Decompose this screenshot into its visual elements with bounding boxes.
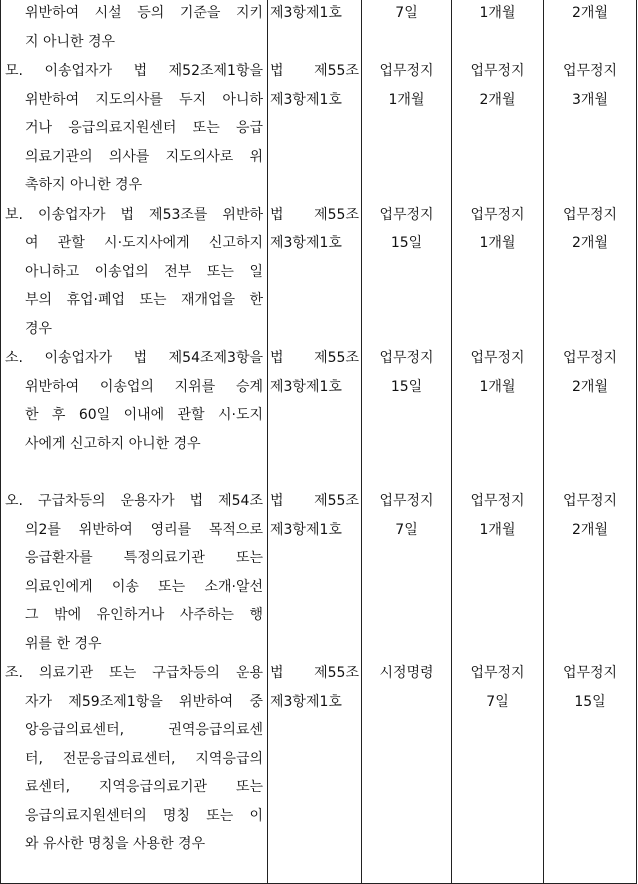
- penalty-line: 2개월: [572, 521, 608, 538]
- penalty-line: 15일: [390, 235, 423, 251]
- violation-description-line: 소. 이송업자가 법 제54조제3항을: [5, 350, 263, 366]
- violation-description-cell: [1, 486, 268, 658]
- penalty-line: 업무정지: [470, 350, 525, 366]
- penalty-line: 업무정지: [470, 206, 525, 223]
- table-row: [1, 0, 637, 56]
- legal-basis-cell: [268, 343, 362, 486]
- second-violation-penalty-cell: [452, 658, 544, 883]
- violation-description-line: 경우: [25, 320, 53, 337]
- violation-description-line: 아니하고 이송업의 전부 또는 일: [25, 263, 263, 280]
- violation-description-line: 부의 휴업·폐업 또는 재개업을 한: [25, 292, 263, 308]
- penalty-line: 1개월: [479, 521, 516, 538]
- third-violation-penalty-cell: [544, 56, 637, 200]
- penalty-line: 7일: [395, 5, 418, 21]
- penalty-line: 1개월: [388, 91, 425, 108]
- penalty-line: 업무정지: [379, 350, 434, 366]
- legal-basis-cell: [268, 486, 362, 658]
- violation-description-line: 터, 전문응급의료센터, 지역응급의: [25, 750, 263, 767]
- penalty-line: 2개월: [479, 91, 516, 108]
- legal-basis-line: 제3항제1호: [270, 5, 342, 21]
- violation-description-line: 위반하여 지도의사를 두지 아니하: [25, 91, 263, 108]
- penalty-line: 15일: [574, 693, 606, 710]
- third-violation-penalty-cell: [544, 0, 637, 56]
- penalty-line: 7일: [486, 693, 509, 710]
- table-row: [1, 56, 637, 200]
- second-violation-penalty-cell: [452, 56, 544, 200]
- penalty-line: 3개월: [572, 91, 608, 108]
- legal-basis-line: 법 제55조: [270, 665, 359, 681]
- penalty-line: 업무정지: [470, 665, 525, 681]
- legal-basis-line: 제3항제1호: [270, 91, 342, 108]
- penalty-line: 업무정지: [562, 350, 618, 366]
- violation-description-line: 조. 의료기관 또는 구급차등의 운용: [5, 665, 263, 681]
- table-row: [1, 658, 637, 883]
- violation-description-line: 그 밖에 유인하거나 사주하는 행: [25, 607, 263, 623]
- third-violation-penalty-cell: [544, 486, 637, 658]
- violation-description-cell: [1, 56, 268, 200]
- penalty-line: 업무정지: [562, 493, 618, 509]
- first-violation-penalty-cell: [362, 658, 452, 883]
- legal-basis-line: 법 제55조: [270, 206, 359, 223]
- legal-basis-line: 법 제55조: [270, 350, 359, 366]
- violation-description-line: 의료인에게 이송 또는 소개·알선: [25, 578, 263, 595]
- penalty-line: 1개월: [479, 378, 516, 395]
- second-violation-penalty-cell: [452, 200, 544, 344]
- legal-basis-line: 법 제55조: [270, 493, 359, 509]
- first-violation-penalty-cell: [362, 56, 452, 200]
- violation-description-line: 응급환자를 특정의료기관 또는: [25, 550, 263, 566]
- violation-description-line: 보. 이송업자가 법 제53조를 위반하: [5, 206, 263, 223]
- second-violation-penalty-cell: [452, 0, 544, 56]
- third-violation-penalty-cell: [544, 343, 637, 486]
- legal-basis-line: 제3항제1호: [270, 521, 342, 538]
- violation-description-line: 료센터, 지역응급의료기관 또는: [25, 779, 263, 795]
- penalty-line: 업무정지: [562, 665, 618, 681]
- penalty-line: 업무정지: [470, 493, 525, 509]
- penalty-line: 업무정지: [379, 493, 434, 509]
- violation-description-line: 사에게 신고하지 아니한 경우: [25, 435, 201, 452]
- violation-description-line: 모. 이송업자가 법 제52조제1항을: [5, 63, 263, 79]
- first-violation-penalty-cell: [362, 343, 452, 486]
- first-violation-penalty-cell: [362, 0, 452, 56]
- violation-description-line: 위반하여 시설 등의 기준을 지키: [25, 5, 263, 21]
- penalty-line: 1개월: [479, 5, 516, 21]
- penalty-line: 2개월: [572, 378, 608, 395]
- violation-description-line: 자가 제59조제1항을 위반하여 중: [25, 693, 263, 710]
- violation-description-cell: [1, 0, 268, 56]
- violation-description-line: 응급의료지원센터의 명칭 또는 이: [25, 807, 263, 824]
- violation-description-cell: [1, 200, 268, 344]
- legal-basis-line: 제3항제1호: [270, 378, 342, 395]
- violation-description-line: 와 유사한 명칭을 사용한 경우: [25, 836, 206, 852]
- violation-description-line: 앙응급의료센터, 권역응급의료센: [25, 722, 263, 738]
- first-violation-penalty-cell: [362, 486, 452, 658]
- violation-description-line: 여 관할 시·도지사에게 신고하지: [25, 235, 263, 251]
- legal-basis-cell: [268, 0, 362, 56]
- violation-description-line: 의료기관의 의사를 지도의사로 위: [25, 148, 263, 165]
- penalty-line: 업무정지: [562, 63, 618, 79]
- violation-description-cell: [1, 343, 268, 486]
- penalty-line: 시정명령: [379, 665, 434, 681]
- violation-description-cell: [1, 658, 268, 883]
- penalty-line: 업무정지: [562, 206, 618, 223]
- penalty-line: 1개월: [479, 235, 516, 251]
- violation-description-line: 지 아니한 경우: [25, 33, 116, 50]
- violation-description-line: 촉하지 아니한 경우: [25, 177, 143, 193]
- penalty-line: 7일: [395, 521, 418, 538]
- legal-basis-cell: [268, 658, 362, 883]
- violation-description-line: 위를 한 경우: [25, 635, 102, 652]
- violation-description-line: 한 후 60일 이내에 관할 시·도지: [25, 407, 263, 423]
- table-row: [1, 200, 637, 344]
- violation-description-line: 거나 응급의료지원센터 또는 응급: [25, 120, 263, 136]
- legal-basis-line: 제3항제1호: [270, 235, 342, 251]
- penalty-line: 업무정지: [470, 63, 525, 79]
- legal-basis-cell: [268, 200, 362, 344]
- violation-description-line: 오. 구급차등의 운용자가 법 제54조: [5, 493, 263, 509]
- legal-basis-line: 법 제55조: [270, 63, 359, 79]
- penalty-line: 업무정지: [379, 206, 434, 223]
- second-violation-penalty-cell: [452, 343, 544, 486]
- penalty-line: 2개월: [572, 235, 608, 251]
- table-row: [1, 343, 637, 486]
- penalty-line: 업무정지: [379, 63, 434, 79]
- first-violation-penalty-cell: [362, 200, 452, 344]
- legal-basis-line: 제3항제1호: [270, 693, 342, 710]
- penalty-line: 15일: [390, 378, 423, 395]
- third-violation-penalty-cell: [544, 200, 637, 344]
- table-row: [1, 486, 637, 658]
- legal-basis-cell: [268, 56, 362, 200]
- violation-description-line: 위반하여 이송업의 지위를 승계: [25, 378, 263, 395]
- second-violation-penalty-cell: [452, 486, 544, 658]
- penalty-line: 2개월: [572, 5, 608, 21]
- violation-description-line: 의2를 위반하여 영리를 목적으로: [25, 521, 263, 538]
- third-violation-penalty-cell: [544, 658, 637, 883]
